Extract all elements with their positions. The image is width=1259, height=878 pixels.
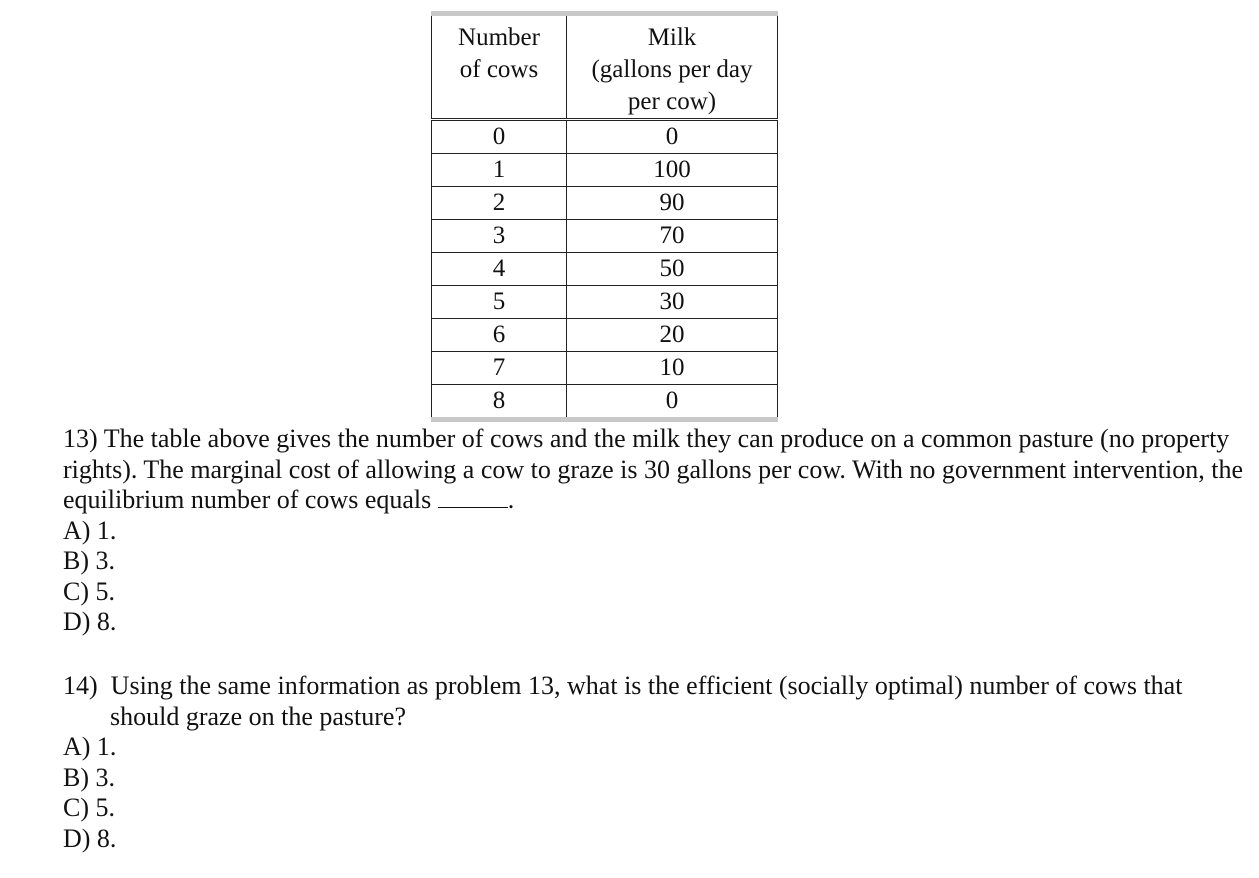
table-row [432,120,778,154]
milk-cell: 0 [567,120,778,154]
milk-cell: 100 [567,154,778,187]
header-line: (gallons per day [591,56,753,83]
question-text: Using the same information as problem 13, what is the efficient (socially optimal) number of cows that should graze on the pasture? [110,671,1183,731]
table-header-row [432,14,778,120]
option-c[interactable]: C) 5. [63,793,115,822]
milk-cell: 90 [567,187,778,220]
question-14-stem [63,671,1243,732]
option-d[interactable]: D) 8. [63,823,117,853]
milk-cell: 30 [567,286,778,319]
cows-cell: 5 [432,286,567,319]
cows-cell: 3 [432,220,567,253]
cows-cell: 2 [432,187,567,220]
question-13-stem [63,424,1243,516]
cows-cell: 0 [432,120,567,154]
question-text: The table above gives the number of cows and the milk they can produce on a common pasture (no property rights). The marginal cost of allowing a cow to graze is 30 gallons per cow. With no government intervention, the equilibrium number of cows equals [63,424,1243,514]
cows-cell: 1 [432,154,567,187]
option-b[interactable]: B) 3. [63,762,115,792]
cows-cell: 6 [432,319,567,352]
header-line: Milk [647,24,697,51]
milk-cell: 20 [567,319,778,352]
question-text-end: . [507,485,515,514]
header-line: of cows [459,56,539,83]
question-number: 13) [63,424,98,453]
option-b[interactable]: B) 3. [63,546,115,575]
cows-cell: 8 [432,385,567,420]
question-14 [63,671,1243,854]
answer-blank [438,487,508,508]
option-a[interactable]: A) 1. [63,515,117,545]
milk-cell: 50 [567,253,778,286]
header-milk [567,14,778,120]
header-line: Number [458,24,540,51]
table-row [432,319,778,352]
question-number: 14) [63,671,98,700]
table-row [432,154,778,187]
milk-cell: 10 [567,352,778,385]
cows-cell: 7 [432,352,567,385]
header-number-of-cows [432,14,567,120]
option-d[interactable]: D) 8. [63,607,117,636]
option-c[interactable]: C) 5. [63,576,115,606]
table-row [432,352,778,385]
option-a[interactable]: A) 1. [63,732,117,761]
question-13 [63,424,1243,638]
table-row [432,253,778,286]
table-row [432,187,778,220]
table-row [432,286,778,319]
header-line: per cow) [627,88,717,115]
milk-cell: 0 [567,385,778,420]
table-row [432,385,778,420]
milk-cell: 70 [567,220,778,253]
cows-cell: 4 [432,253,567,286]
table-row [432,220,778,253]
milk-production-table [431,11,778,422]
